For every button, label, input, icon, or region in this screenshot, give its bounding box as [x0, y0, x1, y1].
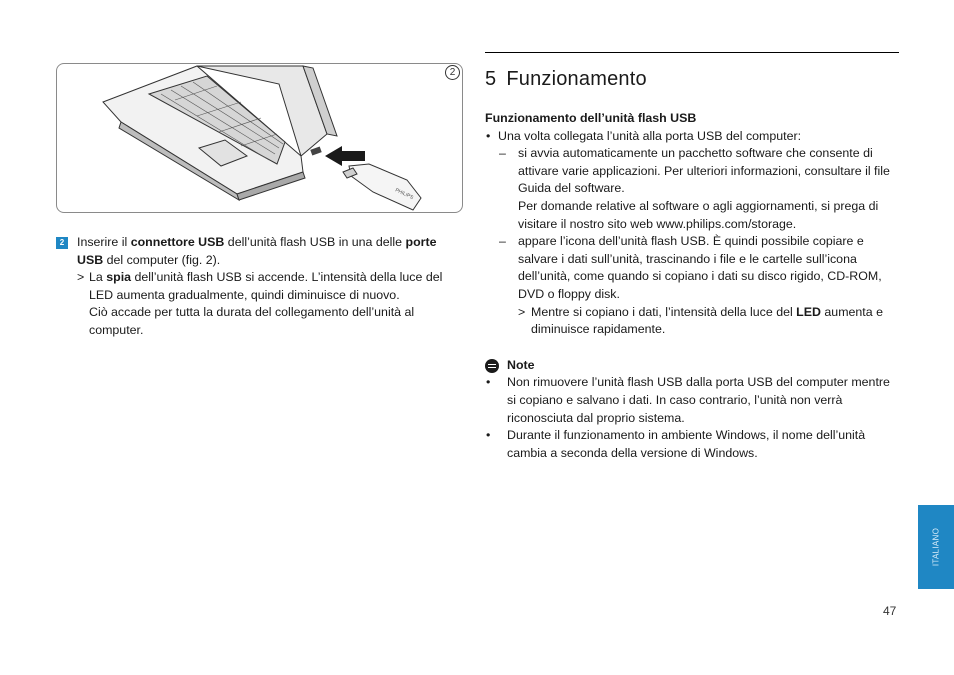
step-badge: 2 [56, 237, 68, 249]
figure-laptop-usb [56, 63, 463, 213]
note-item: • Durante il funzionamento in ambiente Windows, il nome dell’unità cambia a seconda della versione di Windows. [486, 428, 866, 460]
language-label: ITALIANO [931, 527, 941, 567]
step-result: > La spia dell’unità flash USB si accende. L’intensità della luce del LED aumenta gradualmente, quindi diminuisce di nuovo. Ciò accade per tutta la durata del collegamento dell’unità al computer. [77, 269, 461, 339]
dash-item-1: – si avvia automaticamente un pacchetto software che consente di attivare varie applicazioni. Per ulteriori informazioni, consultare il file Guida del software. Per domande relative al software o agli aggiornamenti, si prega di visitare il nostro sito web www.philips.com/storage. [499, 146, 890, 231]
bullet-item: • Una volta collegata l’unità alla porta USB del computer: [486, 128, 802, 143]
step-text: Inserire il connettore USB dell’unità flash USB in una delle porte USB del computer (fig. 2). [77, 235, 437, 267]
section-title: 5 Funzionamento [485, 68, 647, 90]
note-item: • Non rimuovere l’unità flash USB dalla porta USB del computer mentre si copiano e salvano i dati. In caso contrario, l’unità non verrà riconosciuta dal proprio sistema. [486, 375, 890, 425]
dash-result: > Mentre si copiano i dati, l’intensità della luce del LED aumenta e diminuisce rapidamente. [518, 304, 883, 337]
laptop-usb-port [310, 146, 321, 155]
step-result-continuation: Ciò accade per tutta la durata del collegamento dell’unità al computer. [89, 305, 415, 337]
right-column [485, 110, 900, 462]
left-column [56, 234, 461, 340]
laptop-usb-illustration [57, 64, 463, 213]
subheading: Funzionamento dell’unità flash USB [485, 111, 697, 125]
usb-drive-brand: PHILIPS [394, 187, 415, 201]
insert-arrow-icon [325, 146, 365, 166]
note-icon [485, 359, 499, 373]
note-heading: Note [485, 357, 900, 375]
dash-item-2: – appare l’icona dell’unità flash USB. È quindi possibile copiare e salvare i dati sull’unità, trascinando i file e le cartelle sull’icona dell’unità, come quando si copiano i dati su disco rigido, CD-ROM, DVD o floppy disk. [499, 234, 882, 301]
page-number: 47 [883, 604, 897, 618]
language-tab [918, 505, 954, 589]
section-rule [485, 52, 899, 53]
figure-number: 2 [445, 65, 460, 80]
usb-flash-drive [343, 164, 421, 210]
